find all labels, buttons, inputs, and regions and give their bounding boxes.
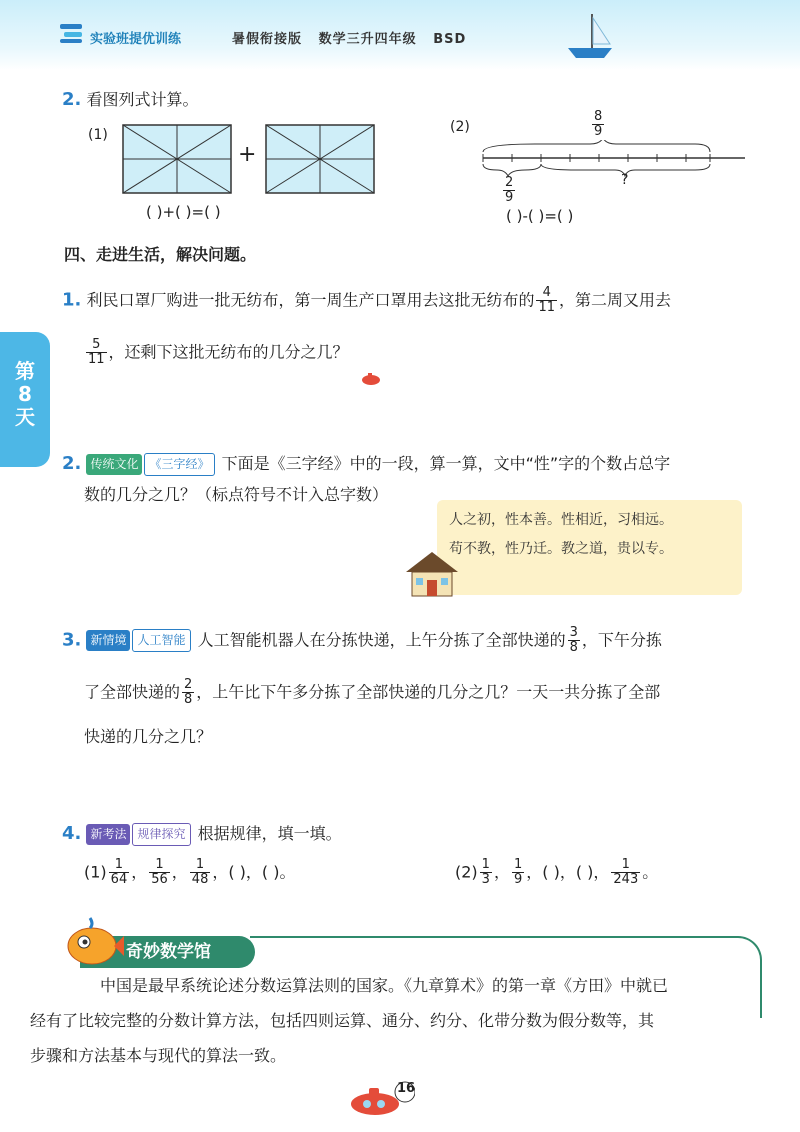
- day-tab: [0, 332, 50, 467]
- problem-text: 数的几分之几？（标点符号不计入总字数）: [84, 485, 389, 504]
- unknown-mark: ?: [621, 172, 629, 188]
- sailboat-icon: [560, 10, 620, 62]
- fraction-den: 8: [569, 640, 578, 656]
- problem-text: 下面是《三字经》中的一段，算一算，文中“性”字的个数占总字: [221, 454, 671, 473]
- part-fraction-den: 9: [505, 190, 514, 206]
- brand-logo-icon: [60, 22, 86, 44]
- fraction-num: 1: [109, 858, 130, 873]
- fraction-num: 3: [569, 625, 578, 640]
- fraction-den: 3: [481, 872, 490, 888]
- subject-label: 数学三升四年级: [318, 32, 417, 47]
- poem-line: 人之初，性本善。性相近，习相远。: [449, 512, 673, 528]
- part-label: (1): [84, 862, 107, 882]
- problem-text: 了全部快递的: [84, 682, 181, 702]
- problem-1-line1: [62, 286, 671, 316]
- tag-new-scenario: 新情境: [86, 630, 130, 651]
- fraction: [86, 338, 107, 368]
- fraction-num: 4: [536, 286, 557, 301]
- fraction-num: 1: [513, 857, 523, 872]
- problem-text: ，第二周又用去: [559, 290, 672, 310]
- answer-blanks[interactable]: ，( )，( )，: [526, 862, 610, 882]
- edition-label: 暑假衔接版: [232, 32, 303, 47]
- total-fraction: [592, 110, 604, 140]
- museum-paragraph-line: 步骤和方法基本与现代的算法一致。: [30, 1046, 287, 1065]
- question-prompt: 看图列式计算。: [86, 90, 199, 109]
- part-fraction: [503, 176, 515, 206]
- pattern-part-2[interactable]: (2) $\frac{1}{3}$ ， $\frac{1}{9}$ ，( )，( )， $\frac{1}{243}$ 。: [455, 857, 659, 888]
- problem-3-line2: [84, 678, 660, 708]
- fraction-den: 11: [538, 300, 556, 316]
- problem-2-line1: [62, 450, 670, 479]
- problem-text: ，还剩下这批无纺布的几分之几？: [108, 342, 349, 362]
- part-label: (2): [455, 862, 478, 882]
- tag-traditional-culture: 传统文化: [86, 454, 142, 475]
- part1-equation[interactable]: ( )+( )=( ): [146, 203, 221, 221]
- diagram-question: [62, 86, 198, 115]
- fraction: [611, 858, 640, 888]
- day-tab-bottom: 天: [15, 405, 35, 429]
- total-fraction-num: 8: [594, 109, 603, 124]
- poem-box: [437, 500, 742, 595]
- part2-label: (2): [450, 119, 470, 135]
- museum-paragraph-line: 中国是最早系统论述分数运算法则的国家。《九章算术》的第一章《方田》中就已: [100, 976, 669, 995]
- fraction-num: 1: [481, 857, 490, 872]
- fraction-num: 1: [149, 858, 170, 873]
- fraction: [149, 858, 170, 888]
- tag-new-method: 新考法: [86, 824, 130, 845]
- fraction-den: 64: [110, 872, 128, 888]
- fraction-num: 1: [190, 858, 211, 873]
- section-title: 四、走进生活，解决问题。: [64, 245, 257, 264]
- question-number: 1.: [62, 289, 82, 311]
- fraction: [568, 626, 580, 656]
- fraction: [190, 858, 211, 888]
- poem-line: 苟不教，性乃迁。教之道，贵以专。: [449, 541, 673, 558]
- edition-info: [232, 28, 466, 47]
- tag-classic: 《三字经》: [144, 453, 214, 476]
- total-fraction-den: 9: [594, 124, 603, 140]
- museum-paragraph-line: 经有了比较完整的分数计算方法，包括四则运算、通分、约分、化带分数为假分数等，其: [30, 1011, 655, 1030]
- fraction-num: 1: [611, 858, 640, 873]
- question-number: 2.: [62, 453, 82, 474]
- pattern-part-1[interactable]: (1) $\frac{1}{64}$ ， $\frac{1}{56}$ ， $\frac{1}{48}$ ，( )，( )。: [84, 857, 296, 888]
- fraction-den: 243: [613, 872, 639, 888]
- problem-text: 利民口罩厂购进一批无纺布，第一周生产口罩用去这批无纺布的: [86, 290, 535, 310]
- problem-text: ，下午分拣: [581, 630, 662, 650]
- part2-equation[interactable]: ( )-( )=( ): [506, 207, 574, 225]
- segment-diagram: [475, 140, 750, 180]
- fraction: [536, 286, 557, 316]
- publisher-label: BSD: [433, 32, 467, 47]
- fraction-den: 11: [88, 352, 105, 368]
- day-tab-number: 8: [18, 382, 32, 406]
- problem-text: 人工智能机器人在分拣快递，上午分拣了全部快递的: [197, 630, 566, 650]
- house-icon: [402, 548, 462, 598]
- tag-ai: 人工智能: [132, 629, 190, 652]
- fraction: [480, 858, 492, 888]
- problem-4-line1: [62, 820, 342, 849]
- museum-title: 奇妙数学馆: [80, 936, 255, 968]
- question-number: 3.: [62, 629, 82, 651]
- submarine-icon: [360, 372, 382, 386]
- problem-text: ，上午比下午多分拣了全部快递的几分之几？一天一共分拣了全部: [196, 682, 661, 702]
- day-tab-top: 第: [15, 359, 35, 383]
- plus-sign: +: [238, 142, 257, 167]
- fraction-den: 48: [191, 872, 209, 888]
- question-number: 4.: [62, 823, 82, 844]
- problem-1-line2: [84, 338, 349, 368]
- problem-3-line1: [62, 626, 662, 656]
- brand-title: 实验班提优训练: [90, 32, 182, 47]
- fraction-num: 5: [86, 338, 107, 353]
- page-number: 16: [397, 1081, 416, 1096]
- question-number: 2.: [62, 89, 82, 110]
- problem-text: 根据规律，填一填。: [197, 824, 342, 843]
- fraction-num: 2: [184, 677, 193, 692]
- period: 。: [642, 862, 659, 882]
- fraction: [109, 858, 130, 888]
- fraction-rectangle-b: [265, 124, 375, 194]
- fraction-den: 9: [513, 872, 523, 888]
- fraction-den: 56: [151, 872, 168, 888]
- tag-pattern: 规律探究: [132, 823, 190, 846]
- problem-text: 快递的几分之几？: [84, 727, 213, 746]
- part-fraction-num: 2: [505, 175, 514, 190]
- fraction: [182, 678, 194, 708]
- fraction-den: 8: [184, 692, 193, 708]
- part1-label: (1): [88, 127, 108, 143]
- fish-mascot-icon: [60, 912, 126, 970]
- answer-blanks[interactable]: ，( )，( )。: [212, 862, 296, 882]
- fraction: [512, 858, 524, 888]
- fraction-rectangle-a: [122, 124, 232, 194]
